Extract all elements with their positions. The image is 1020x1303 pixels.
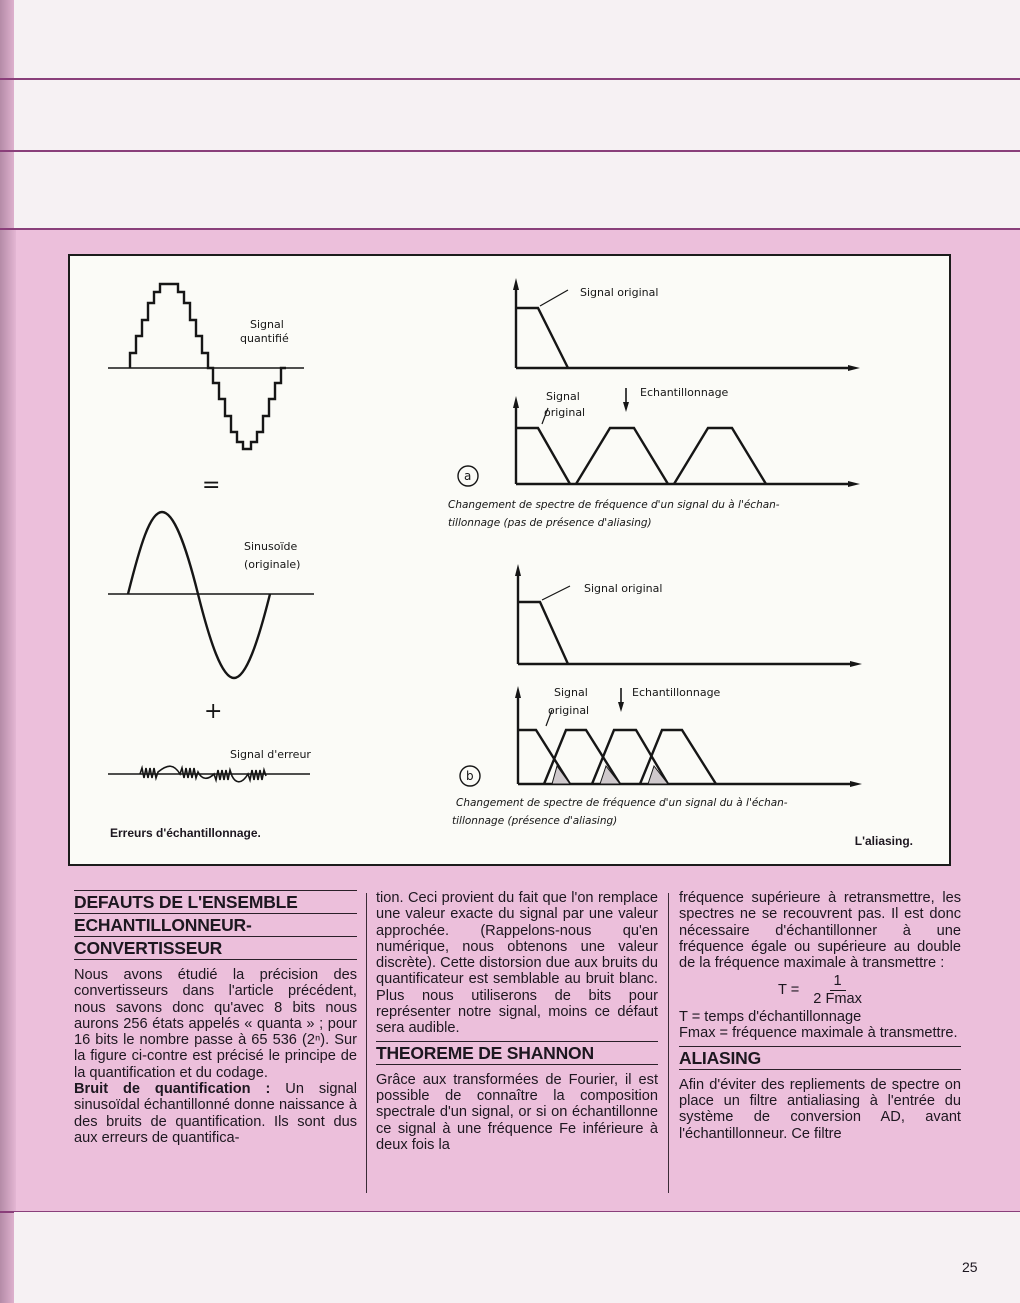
definition-t: T = temps d'échantillonnage bbox=[679, 1009, 862, 1026]
caption-a-line2: tillonnage (pas de présence d'aliasing) bbox=[448, 517, 652, 529]
formula-fraction bbox=[813, 973, 862, 1007]
label-sampling-b: Echantillonnage bbox=[632, 686, 721, 699]
formula-numerator: 1 bbox=[830, 973, 846, 990]
label-signal-original-a1: Signal original bbox=[580, 286, 659, 299]
equals-sign: = bbox=[202, 473, 221, 498]
label-signal-b2: Signal bbox=[554, 686, 588, 699]
label-sampling-a: Echantillonnage bbox=[640, 386, 729, 399]
plus-sign: + bbox=[204, 699, 223, 724]
label-quantized-1: Signal bbox=[250, 318, 284, 331]
label-error: Signal d'erreur bbox=[230, 748, 311, 761]
column-1 bbox=[74, 890, 357, 1146]
top-rule-1 bbox=[0, 78, 1020, 80]
paragraph-shannon: Grâce aux transformées de Fourier, il est possible de connaître la composition spectrale d'un signal, or si on échantillonne ce signal à une fréquence Fe inférieure à deux fois la bbox=[376, 1071, 658, 1153]
label-signal-a2: Signal bbox=[546, 390, 580, 403]
label-sine-1: Sinusoïde bbox=[244, 540, 298, 553]
paragraph-frequence: fréquence supérieure à retransmettre, les spectres ne se recouvrent pas. Il est donc nécessaire d'échantillonner à une fréquence égale ou supérieure au double de la fréquence maximale à transmettre : bbox=[679, 890, 961, 972]
label-original-b2: original bbox=[548, 704, 590, 717]
caption-a-line1: Changement de spectre de fréquence d'un signal du à l'échan- bbox=[448, 499, 780, 511]
heading-defauts-line1: DEFAUTS DE L'ENSEMBLE bbox=[74, 891, 357, 914]
heading-defauts-line2: ECHANTILLONNEUR- bbox=[74, 914, 357, 937]
paragraph-aliasing: Afin d'éviter des repliements de spectre on place un filtre antialiasing à l'entrée du système de conversion AD, avant l'échantillonneur. Ce filtre bbox=[679, 1076, 961, 1142]
top-rule-3 bbox=[0, 228, 1020, 230]
column-divider-1 bbox=[366, 893, 367, 1193]
paragraph-distorsion: tion. Ceci provient du fait que l'on remplace une valeur exacte du signal par une valeur approchée. (Rappelons-nous qu'en numérique, nous obtenons une valeur discrète). Cette distorsion due aux bruits du quantificateur est semblable au bruit blanc. Plus nous utiliserons de bits pour représenter notre signal, moins ce défaut sera audible. bbox=[376, 890, 658, 1037]
paragraph-bruit-lead: Bruit de quantification : bbox=[74, 1081, 271, 1098]
formula-lhs: T = bbox=[778, 982, 800, 999]
paragraph-bruit-rest: Un signal sinusoïdal échantillonné donne naissance à des bruits de quantification. Ils sont dus aux erreurs de quantifica- bbox=[74, 1081, 357, 1146]
top-band bbox=[14, 0, 1020, 230]
heading-shannon-block bbox=[376, 1041, 658, 1065]
paragraph-intro: Nous avons étudié la précision des convertisseurs dans l'article précédent, nous savons donc qu'avec 8 bits nous aurons 256 états appelés « quanta » ; pour 16 bits le nombre passe à 65 536 (2ⁿ). Sur la figure ci-contre est précisé le principe de la quantification et du codage. bbox=[74, 967, 357, 1081]
column-divider-2 bbox=[668, 893, 669, 1193]
formula-denominator: 2 Fmax bbox=[813, 990, 862, 1007]
page-number: 25 bbox=[962, 1259, 978, 1275]
label-sine-2: (originale) bbox=[244, 558, 301, 571]
top-rule-2 bbox=[0, 150, 1020, 152]
caption-b-line1: Changement de spectre de fréquence d'un signal du à l'échan- bbox=[456, 797, 788, 809]
paragraph-bruit bbox=[74, 1081, 357, 1146]
heading-shannon: THEOREME DE SHANNON bbox=[376, 1042, 658, 1065]
figure-drawing bbox=[70, 256, 949, 864]
formula bbox=[679, 973, 961, 1007]
heading-aliasing: ALIASING bbox=[679, 1047, 961, 1070]
definition-fmax: Fmax = fréquence maximale à transmettre. bbox=[679, 1025, 958, 1042]
figure-caption-left: Erreurs d'échantillonnage. bbox=[110, 826, 261, 840]
label-original-a2: original bbox=[544, 406, 586, 419]
heading-defauts bbox=[74, 890, 357, 960]
caption-b-line2: tillonnage (présence d'aliasing) bbox=[452, 815, 618, 827]
column-2 bbox=[376, 890, 658, 1153]
marker-a: a bbox=[464, 469, 472, 483]
figure-caption-right: L'aliasing. bbox=[854, 834, 913, 848]
label-quantized-2: quantifié bbox=[240, 332, 289, 345]
marker-b: b bbox=[466, 769, 474, 783]
figure-box bbox=[68, 254, 951, 866]
heading-aliasing-block bbox=[679, 1046, 961, 1070]
heading-defauts-line3: CONVERTISSEUR bbox=[74, 937, 357, 960]
bottom-band bbox=[14, 1212, 1020, 1303]
label-signal-original-b1: Signal original bbox=[584, 582, 663, 595]
column-3 bbox=[679, 890, 961, 1142]
